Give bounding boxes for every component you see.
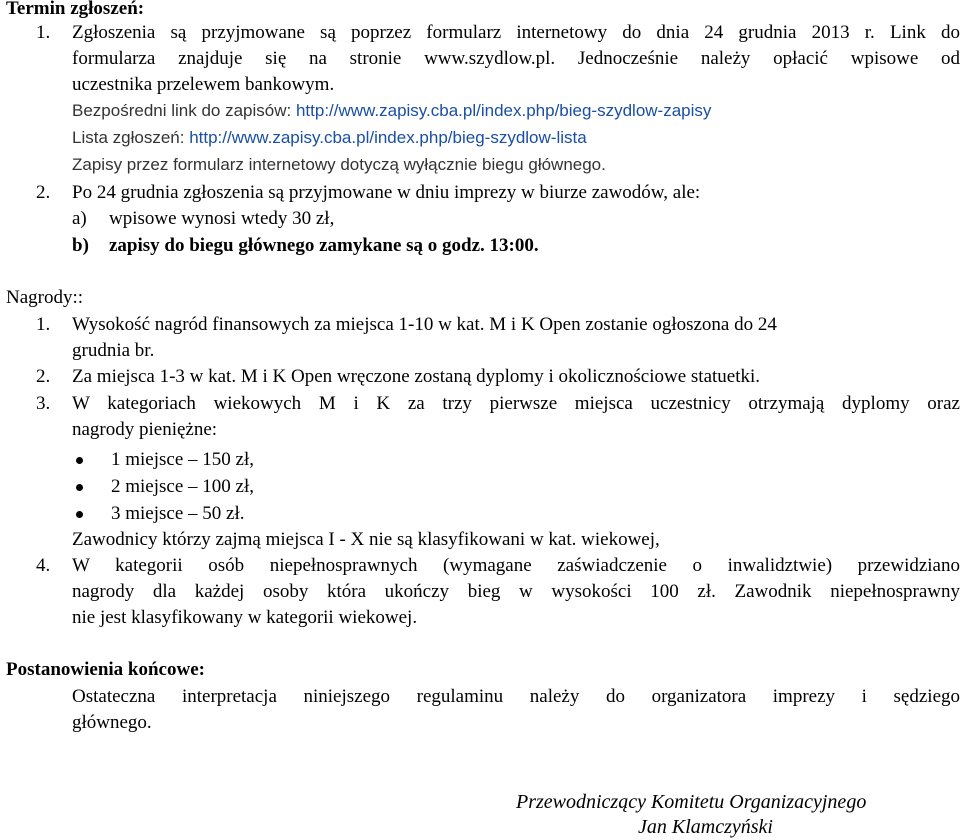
list-link-row [72, 127, 587, 149]
bullet-icon [76, 457, 83, 464]
age-category-note: Zawodnicy którzy zajmą miejsca I - X nie są klasyfikowani w kat. wiekowej, [72, 529, 660, 550]
nagrody-item-3-line-1: W kategoriach wiekowych M i K za trzy pierwsze miejsca uczestnicy otrzymają dyplomy oraz [72, 393, 960, 414]
termin-item-1-number: 1. [36, 22, 51, 43]
prize-list-item-1: 1 miejsce – 150 zł, [111, 449, 254, 470]
nagrody-item-1-number: 1. [36, 314, 51, 335]
sub-item-b-text: zapisy do biegu głównego zamykane są o godz. 13:00. [109, 235, 539, 256]
direct-link-label: Bezpośredni link do zapisów: [72, 101, 296, 120]
direct-link[interactable]: http://www.zapisy.cba.pl/index.php/bieg-szydlow-zapisy [295, 101, 712, 120]
section-heading-nagrody: Nagrody:: [6, 287, 84, 308]
termin-item-1-line-1: Zgłoszenia są przyjmowane są poprzez formularz internetowy do dnia 24 grudnia 2013 r. Link do [72, 22, 960, 43]
nagrody-item-1-line-1: Wysokość nagród finansowych za miejsca 1-10 w kat. M i K Open zostanie ogłoszona do 24 [72, 314, 777, 335]
prize-list-item-2: 2 miejsce – 100 zł, [111, 476, 254, 497]
section-heading-postanowienia: Postanowienia końcowe: [6, 659, 205, 680]
nagrody-item-2-number: 2. [36, 366, 51, 387]
online-form-note: Zapisy przez formularz internetowy dotyczą wyłącznie biegu głównego. [72, 155, 606, 174]
postanowienia-line-1: Ostateczna interpretacja niniejszego regulaminu należy do organizatora imprezy i sędziego [72, 686, 960, 707]
nagrody-item-4-number: 4. [36, 555, 51, 576]
list-link[interactable]: http://www.zapisy.cba.pl/index.php/bieg-szydlow-lista [189, 128, 587, 147]
bullet-icon [76, 484, 83, 491]
signature-name: Jan Klamczyński [638, 816, 773, 838]
nagrody-item-4-line-1: W kategorii osób niepełnosprawnych (wymagane zaświadczenie o inwalidztwie) przewidziano [72, 555, 960, 576]
postanowienia-line-2: głównego. [72, 712, 152, 733]
nagrody-item-2-text: Za miejsca 1-3 w kat. M i K Open wręczone zostaną dyplomy i okolicznościowe statuetki. [72, 366, 761, 387]
bullet-icon [76, 511, 83, 518]
termin-item-1-line-2: formularza znajduje się na stronie www.szydlow.pl. Jednocześnie należy opłacić wpisowe od [72, 48, 960, 69]
section-heading-termin: Termin zgłoszeń: [6, 0, 145, 19]
nagrody-item-1-line-2: grudnia br. [72, 340, 155, 361]
nagrody-item-4-line-2: nagrody dla każdej osoby która ukończy bieg w wysokości 100 zł. Zawodnik niepełnosprawny [72, 581, 960, 602]
termin-item-2-number: 2. [36, 182, 51, 203]
termin-item-1-line-3: uczestnika przelewem bankowym. [72, 74, 335, 95]
nagrody-item-3-line-2: nagrody pieniężne: [72, 419, 218, 440]
nagrody-item-4-line-3: nie jest klasyfikowany w kategorii wiekowej. [72, 607, 418, 628]
signature-title: Przewodniczący Komitetu Organizacyjnego [516, 791, 867, 813]
sub-item-a-text: wpisowe wynosi wtedy 30 zł, [109, 208, 335, 229]
sub-item-a-mark: a) [72, 208, 87, 229]
sub-item-b-mark: b) [72, 235, 89, 256]
direct-link-row [72, 100, 711, 122]
nagrody-item-3-number: 3. [36, 393, 51, 414]
termin-item-2-text: Po 24 grudnia zgłoszenia są przyjmowane w dniu imprezy w biurze zawodów, ale: [72, 182, 701, 203]
list-link-label: Lista zgłoszeń: [72, 128, 190, 147]
prize-list-item-3: 3 miejsce – 50 zł. [111, 503, 245, 524]
